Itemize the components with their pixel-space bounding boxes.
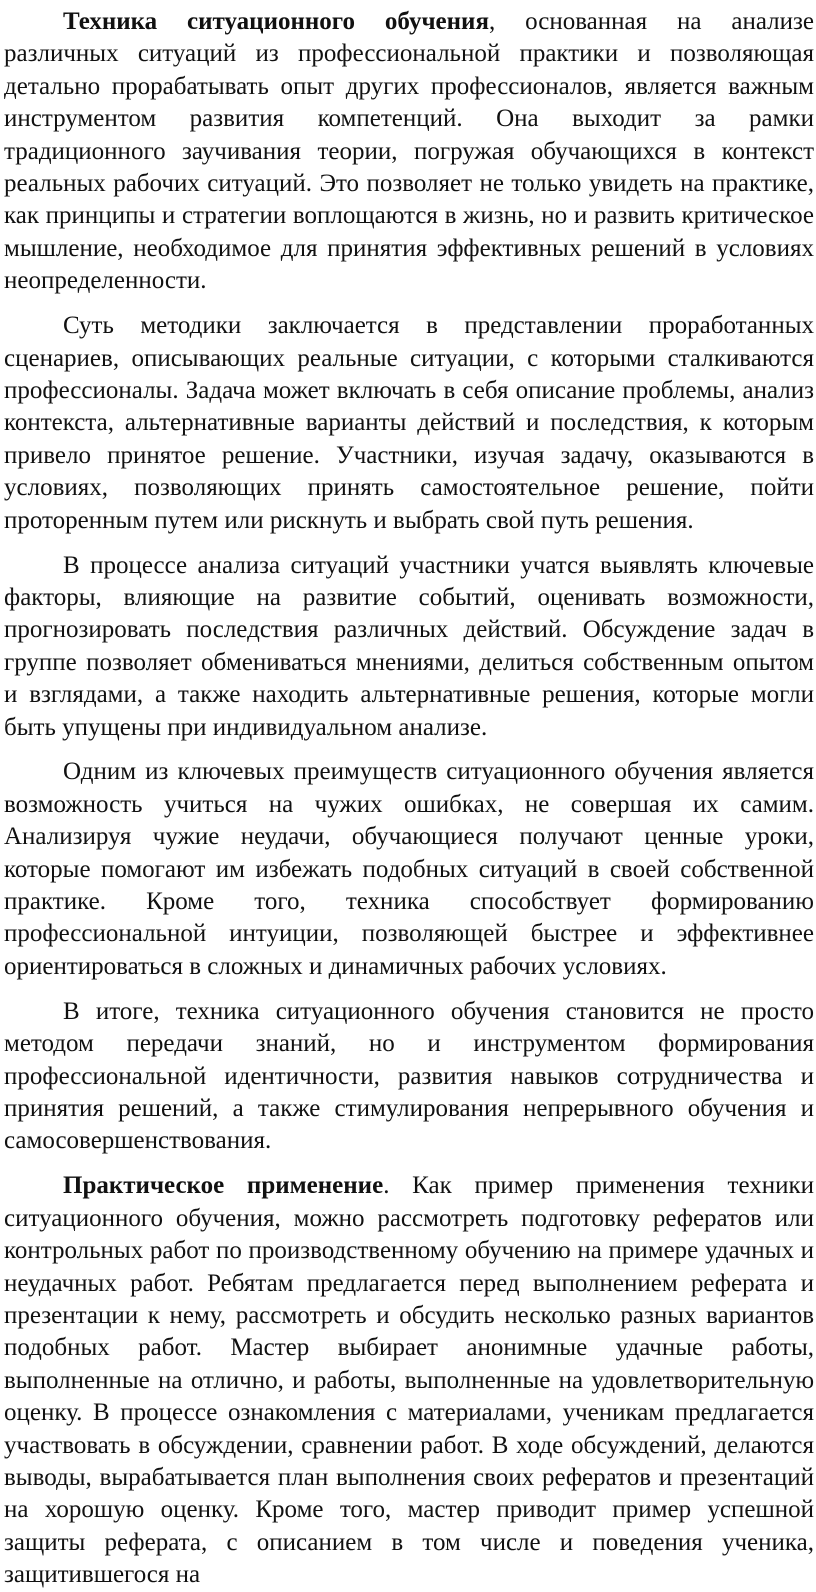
paragraph-situational-learning-intro — [4, 6, 814, 298]
term-situational-learning: Техника ситуационного обучения — [63, 8, 489, 35]
paragraph-text: Суть методики заключается в представлении проработанных сценариев, описывающих реальные ситуации, с которыми сталкиваются профессионалы. Задача может включать в себя описание проблемы, анализ контекста, альтернативные варианты действий и последствия, к которым привело принятое решение. Участники, изучая задачу, оказываются в условиях, позволяющих принять самостоятельное решение, пойти проторенным путем или рискнуть и выбрать свой путь решения. — [4, 312, 814, 534]
paragraph-analysis-process — [4, 550, 814, 744]
paragraph-conclusion — [4, 996, 814, 1158]
term-practical-application: Практическое применение — [63, 1172, 384, 1200]
paragraph-text: Одним из ключевых преимуществ ситуационного обучения является возможность учиться на чужих ошибках, не совершая их самим. Анализируя чужие неудачи, обучающиеся получают ценные уроки, которые помогают им избежать подобных ситуаций в своей собственной практике. Кроме того, техника способствует формированию профессиональной интуиции, позволяющей быстрее и эффективнее ориентироваться в сложных и динамичных рабочих условиях. — [4, 758, 814, 980]
paragraph-method-essence — [4, 310, 814, 537]
paragraph-text: , основанная на анализе различных ситуаций из профессиональной практики и позволяющая детально прорабатывать опыт других профессионалов, является важным инструментом развития компетенций. Она выходит за рамки традиционного заучивания теории, погружая обучающихся в контекст реальных рабочих ситуаций. Это позволяет не только увидеть на практике, как принципы и стратегии воплощаются в жизнь, но и развить критическое мышление, необходимое для принятия эффективных решений в условиях неопределенности. — [4, 8, 814, 295]
paragraph-text: В процессе анализа ситуаций участники учатся выявлять ключевые факторы, влияющие на развитие событий, оценивать возможности, прогнозировать последствия различных действий. Обсуждение задач в группе позволяет обмениваться мнениями, делиться собственным опытом и взглядами, а также находить альтернативные решения, которые могли быть упущены при индивидуальном анализе. — [4, 551, 814, 741]
paragraph-practical-application — [4, 1170, 814, 1591]
paragraph-text: В итоге, техника ситуационного обучения становится не просто методом передачи знаний, но и инструментом формирования профессиональной идентичности, развития навыков сотрудничества и принятия решений, а также стимулирования непрерывного обучения и самосовершенствования. — [4, 997, 814, 1155]
paragraph-text: . Как пример применения техники ситуационного обучения, можно рассмотреть подготовку рефератов или контрольных работ по производственному обучению на примере удачных и неудачных работ. Ребятам предлагается перед выполнением реферата и презентации к нему, рассмотреть и обсудить несколько разных вариантов подобных работ. Мастер выбирает анонимные удачные работы, выполненные на отлично, и работы, выполненные на удовлетворительную оценку. В процессе ознакомления с материалами, ученикам предлагается участвовать в обсуждении, сравнении работ. В ходе обсуждений, делаются выводы, вырабатывается план выполнения своих рефератов и презентаций на хорошую оценку. Кроме того, мастер приводит пример успешной защиты реферата, с описанием в том числе и поведения ученика, защитившегося на — [4, 1172, 814, 1589]
paragraph-key-advantages — [4, 756, 814, 983]
